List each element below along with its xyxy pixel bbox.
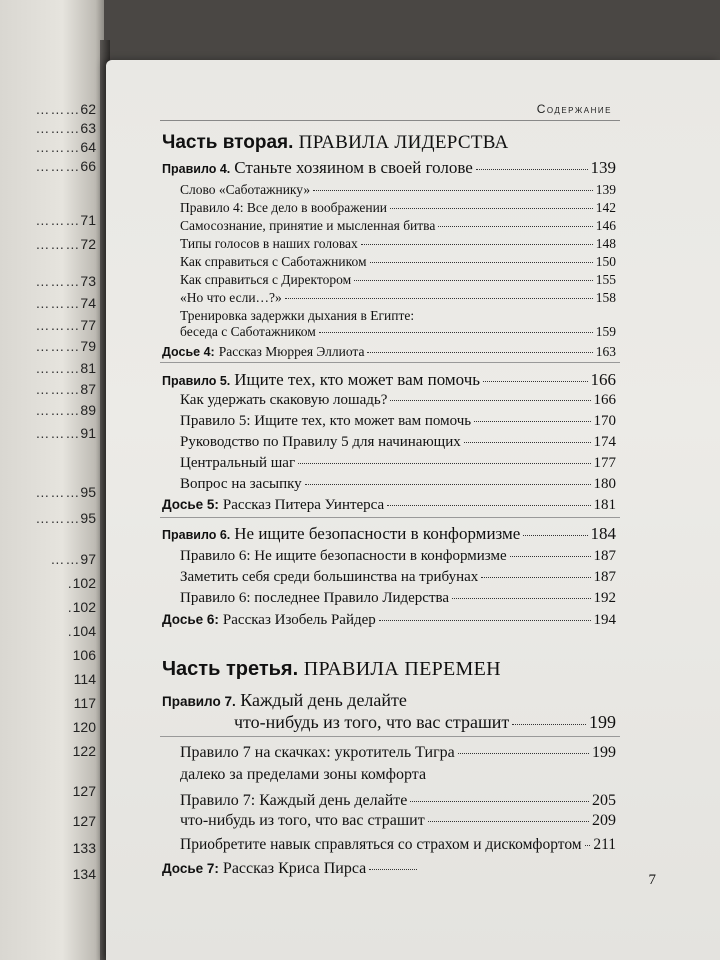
toc-entry[interactable] [180,290,616,306]
right-page [106,60,720,960]
toc-entry[interactable] [180,324,616,340]
page-ref: 184 [590,524,616,543]
left-toc-line: ……… 71 [35,212,96,228]
toc-dossier[interactable] [162,344,616,360]
dot-leader [390,400,590,401]
dossier-title: Рассказ Мюррея Эллиота [218,344,365,359]
dot-leader [464,442,591,443]
entry-title: Вопрос на засыпку [180,476,302,492]
toc-dossier[interactable] [162,497,616,514]
section-divider [160,736,620,737]
toc-entry[interactable] [180,218,616,234]
dot-leader [305,484,591,485]
page-ref: 150 [595,254,616,269]
entry-title: «Но что если…?» [180,290,282,305]
entry-title: Типы голосов в наших головах [180,236,358,251]
dot-leader [387,505,590,506]
rule-title: Ищите тех, кто может вам помочь [234,370,481,389]
entry-title: Заметить себя среди большинства на трибунах [180,569,479,585]
page-ref: 148 [595,236,616,251]
toc-entry-line2[interactable]: далеко за пределами зоны комфорта [180,766,427,783]
header-rule [160,120,620,121]
entry-title: Правило 5: Ищите тех, кто может вам помочь [180,413,472,429]
page-ref: 146 [595,218,616,233]
rule-label: Правило 6. [162,528,231,542]
left-toc-line: . 102 [67,599,96,615]
rule-title: Станьте хозяином в своей голове [234,158,473,177]
page-ref: 166 [593,392,616,408]
rule-label: Правило 5. [162,374,231,388]
toc-entry[interactable] [180,548,616,565]
dot-leader [474,421,590,422]
dot-leader [476,169,588,170]
dot-leader [298,463,590,464]
entry-title: что-нибудь из того, что вас страшит [180,812,425,829]
page-ref: 142 [595,200,616,215]
dot-leader [523,535,587,536]
left-toc-line: ……… 89 [35,402,96,418]
page-ref: 139 [590,158,616,177]
entry-title: Правило 6: Не ищите безопасности в конформизме [180,548,507,564]
left-toc-line: 122 [72,743,96,759]
toc-rule-5[interactable] [162,370,616,390]
left-toc-line: 106 [72,647,96,663]
entry-title: Как удержать скаковую лошадь? [180,392,388,408]
page-ref: 187 [593,548,616,564]
dot-leader [370,262,593,263]
dossier-label: Досье 7: [162,861,219,876]
part-three-title [162,658,501,681]
part-two-title [162,132,509,154]
left-toc-line: ……… 66 [35,158,96,174]
left-toc-line: . 104 [67,623,96,639]
dot-leader [361,244,593,245]
toc-entry[interactable] [180,434,616,451]
left-toc-line: ……… 73 [35,273,96,289]
section-divider [160,362,620,363]
page-ref: 170 [593,413,616,429]
page-ref: 211 [593,836,616,853]
dot-leader [410,801,589,802]
dot-leader [510,556,591,557]
dot-leader [481,577,590,578]
toc-entry[interactable] [180,476,616,493]
entry-title: Правило 7 на скачках: укротитель Тигра [180,744,455,761]
dot-leader [313,190,593,191]
left-toc-line: 134 [72,866,96,882]
dossier-title: Рассказ Изобель Райдер [222,612,376,628]
part-name: ПРАВИЛА ПЕРЕМЕН [303,658,501,680]
page-ref: 192 [593,590,616,606]
toc-entry[interactable] [180,455,616,472]
toc-rule-4[interactable] [162,158,616,178]
page-ref: 194 [593,612,616,628]
toc-dossier[interactable] [162,612,616,629]
left-toc-line: ……… 74 [35,295,96,311]
toc-entry[interactable] [180,182,616,198]
part-label: Часть третья. [162,658,299,680]
page-ref: 155 [595,272,616,287]
dot-leader [512,724,586,725]
left-toc-line: ……… 79 [35,338,96,354]
page-ref: 181 [593,497,616,513]
toc-entry[interactable] [180,812,616,830]
left-toc-line: 127 [72,813,96,829]
rule-label: Правило 7. [162,694,236,709]
toc-entry[interactable] [180,569,616,586]
left-toc-line: ……… 77 [35,317,96,333]
page-ref: 163 [595,344,616,359]
toc-entry[interactable] [180,272,616,288]
dossier-label: Досье 4: [162,345,215,359]
entry-title: Как справиться с Директором [180,272,352,287]
left-toc-line: 127 [72,783,96,799]
left-toc-line: ……… 87 [35,381,96,397]
dot-leader [438,226,592,227]
page-number: 7 [648,872,656,888]
toc-entry[interactable] [180,254,616,270]
page-ref: 177 [593,455,616,471]
page-ref: 139 [595,182,616,197]
rule-title-line1: Каждый день делайте [240,690,407,710]
toc-rule-6[interactable] [162,524,616,544]
dossier-label: Досье 5: [162,497,219,512]
dot-leader [379,620,591,621]
toc-entry[interactable] [180,236,616,252]
toc-entry[interactable] [180,836,616,854]
toc-entry[interactable] [180,792,616,810]
entry-title: Приобретите навык справляться со страхом и дискомфортом [180,836,582,853]
page-ref: 199 [589,712,616,732]
rule-title-line2: что-нибудь из того, что вас страшит [234,712,510,732]
entry-title: Как справиться с Саботажником [180,254,367,269]
dossier-title: Рассказ Криса Пирса [222,860,367,877]
toc-entry[interactable] [180,744,616,762]
page-ref: 205 [592,792,616,809]
toc-entry[interactable] [180,200,616,216]
toc-rule-7-line1[interactable] [162,690,407,711]
dot-leader [390,208,593,209]
left-toc-line: ……… 95 [35,484,96,500]
left-toc-line: ……… 91 [35,425,96,441]
page-ref: 209 [592,812,616,829]
running-head: Содержание [536,102,612,116]
entry-title: Правило 6: последнее Правило Лидерства [180,590,450,606]
page-ref: 187 [593,569,616,585]
dot-leader [354,280,593,281]
part-label: Часть вторая. [162,132,294,153]
left-toc-line: 117 [73,695,96,711]
dot-leader [458,753,589,754]
toc-entry[interactable] [180,413,616,430]
toc-entry[interactable] [180,590,616,607]
entry-title: Слово «Саботажнику» [180,182,311,197]
rule-title: Не ищите безопасности в конформизме [234,524,521,543]
left-toc-line: ……… 64 [35,139,96,155]
page-ref: 158 [595,290,616,305]
rule-label: Правило 4. [162,162,231,176]
page-ref: 166 [590,370,616,389]
toc-dossier[interactable] [162,860,420,878]
left-toc-line: …… 97 [50,551,96,567]
dot-leader [285,298,593,299]
dot-leader [428,821,589,822]
left-toc-line: 114 [73,671,96,687]
left-toc-line: ……… 95 [35,510,96,526]
dossier-title: Рассказ Питера Уинтерса [222,497,385,513]
left-toc-line: ……… 72 [35,236,96,252]
left-toc-line: 133 [72,840,96,856]
left-toc-line: 120 [72,719,96,735]
entry-title: беседа с Саботажником [180,324,316,339]
page-ref: 199 [592,744,616,761]
left-toc-line: ……… 81 [35,360,96,376]
toc-rule-7[interactable] [234,712,616,733]
left-toc-line: . 102 [67,575,96,591]
entry-title: Самосознание, принятие и мысленная битва [180,218,436,233]
dot-leader [367,352,592,353]
dot-leader [483,381,587,382]
entry-title: Правило 4: Все дело в воображении [180,200,388,215]
page-ref: 180 [593,476,616,492]
dot-leader [585,845,591,846]
toc-entry[interactable] [180,392,616,409]
entry-title: Руководство по Правилу 5 для начинающих [180,434,461,450]
dossier-label: Досье 6: [162,612,219,627]
entry-title: Правило 7: Каждый день делайте [180,792,408,809]
toc-entry-line1[interactable]: Тренировка задержки дыхания в Египте: [180,308,415,323]
left-toc-line: ……… 62 [35,101,96,117]
dot-leader [319,332,593,333]
dot-leader [452,598,590,599]
page-ref: 159 [595,324,616,339]
part-name: ПРАВИЛА ЛИДЕРСТВА [298,132,509,153]
entry-title: Центральный шаг [180,455,296,471]
section-divider [160,517,620,518]
page-ref: 174 [593,434,616,450]
left-page [0,0,104,960]
left-toc-line: ……… 63 [35,120,96,136]
dot-leader [369,869,417,870]
